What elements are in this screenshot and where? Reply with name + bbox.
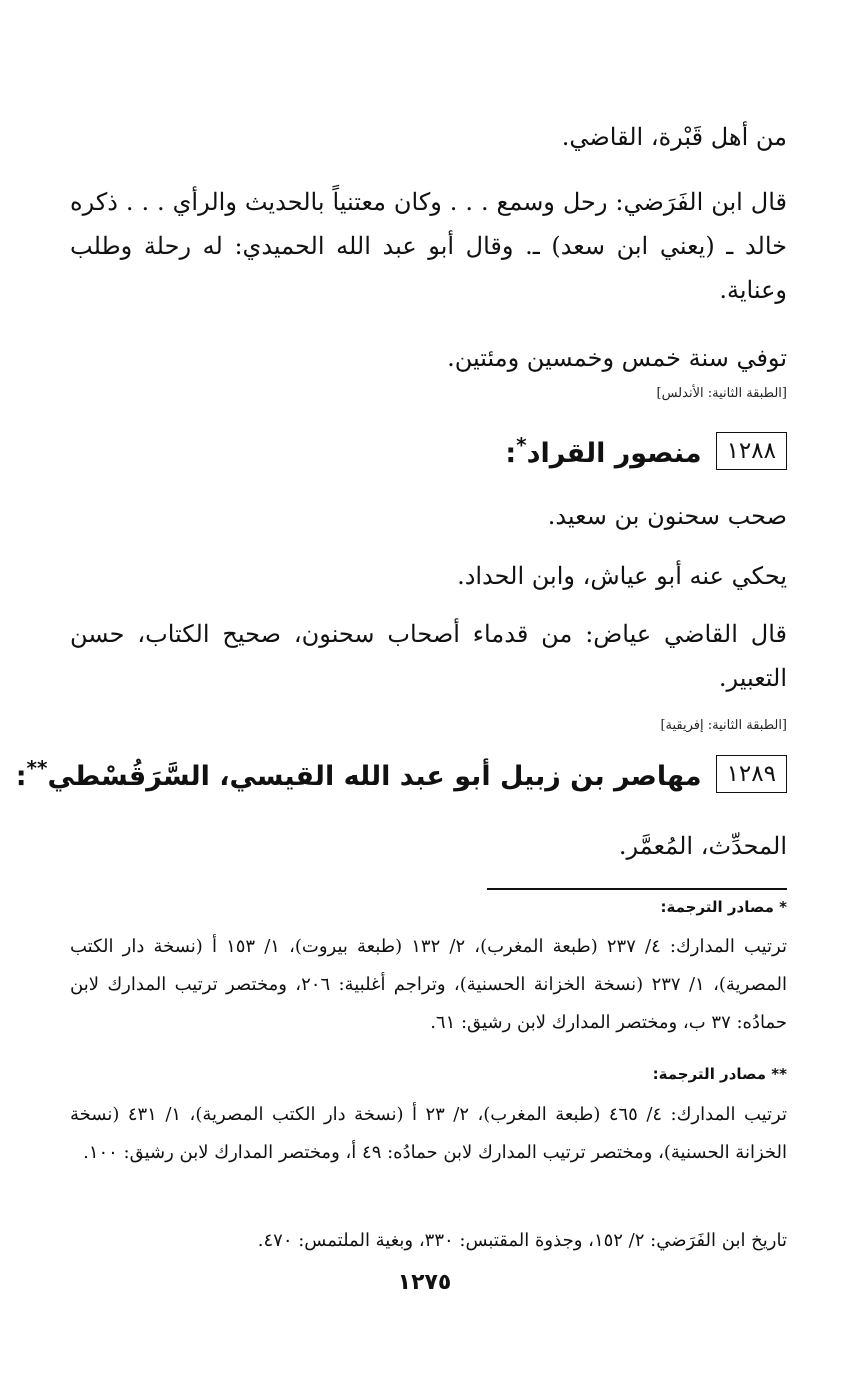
footnote-2-title: ** مصادر الترجمة: [652, 1065, 787, 1083]
entry-1288-narrators: يحكي عنه أبو عياش، وابن الحداد. [457, 562, 787, 590]
footnote-2-extra: تاريخ ابن الفَرَضي: ٢/ ١٥٢، وجذوة المقتبس: ٣٣٠، وبغية الملتمس: ٤٧٠. [257, 1230, 787, 1251]
entry-1287-origin: من أهل قَبْرة، القاضي. [561, 123, 787, 151]
entry-name-text: مهاصر بن زبيل أبو عبد الله القيسي، السَّرَقُسْطي [47, 761, 702, 792]
entry-name-text: منصور القراد [526, 438, 702, 469]
footnote-2-text: ترتيب المدارك: ٤/ ٤٦٥ (طبعة المغرب)، ٢/ ٢٣ أ (نسخة دار الكتب المصرية)، ١/ ٤٣١ (نسخة الخزانة الحسنية)، ومختصر ترتيب المدارك لابن حمادُه: ٤٩ أ، ومختصر المدارك لابن رشيق: ١٠٠. [70, 1104, 787, 1163]
entry-name [505, 433, 701, 469]
entry-1287-tabaqa: [الطبقة الثانية: الأندلس] [656, 386, 787, 401]
entry-1287-biography: قال ابن الفَرَضي: رحل وسمع . . . وكان معتنياً بالحديث والرأي . . . ذكره خالد ـ (يعني ابن سعد) ـ. وقال أبو عبد الله الحميدي: له رحلة وطلب وعناية. [70, 188, 788, 304]
entry-name [16, 756, 702, 792]
footnote-marker: ** [26, 756, 48, 780]
entry-number-box: ١٢٨٩ [716, 755, 787, 793]
entry-number-box: ١٢٨٨ [716, 432, 787, 470]
footnote-1-text: ترتيب المدارك: ٤/ ٢٣٧ (طبعة المغرب)، ٢/ ١٣٢ (طبعة بيروت)، ١/ ١٥٣ أ (نسخة دار الكتب المصرية)، ١/ ٢٣٧ (نسخة الخزانة الحسنية)، وتراجم أغلبية: ٢٠٦، ومختصر ترتيب المدارك لابن حمادُه: ٣٧ ب، ومختصر المدارك لابن رشيق: ٦١. [70, 936, 787, 1033]
entry-1288-tabaqa: [الطبقة الثانية: إفريقية] [660, 718, 787, 733]
entry-1289-heading [16, 755, 787, 793]
heading-colon: : [15, 761, 27, 792]
page-number: ١٢٧٥ [397, 1270, 452, 1295]
entry-1287-death: توفي سنة خمس وخمسين ومئتين. [447, 344, 787, 372]
entry-1289-description: المحدِّث، المُعمَّر. [618, 832, 787, 860]
footnote-separator [487, 888, 787, 890]
entry-1288-companion: صحب سحنون بن سعيد. [547, 502, 787, 530]
entry-1288-heading [505, 432, 787, 470]
footnote-marker: * [516, 433, 527, 457]
entry-1288-quote: قال القاضي عياض: من قدماء أصحاب سحنون، صحيح الكتاب، حسن التعبير. [70, 620, 787, 692]
heading-colon: : [505, 438, 517, 469]
footnote-1-title: * مصادر الترجمة: [660, 898, 787, 916]
